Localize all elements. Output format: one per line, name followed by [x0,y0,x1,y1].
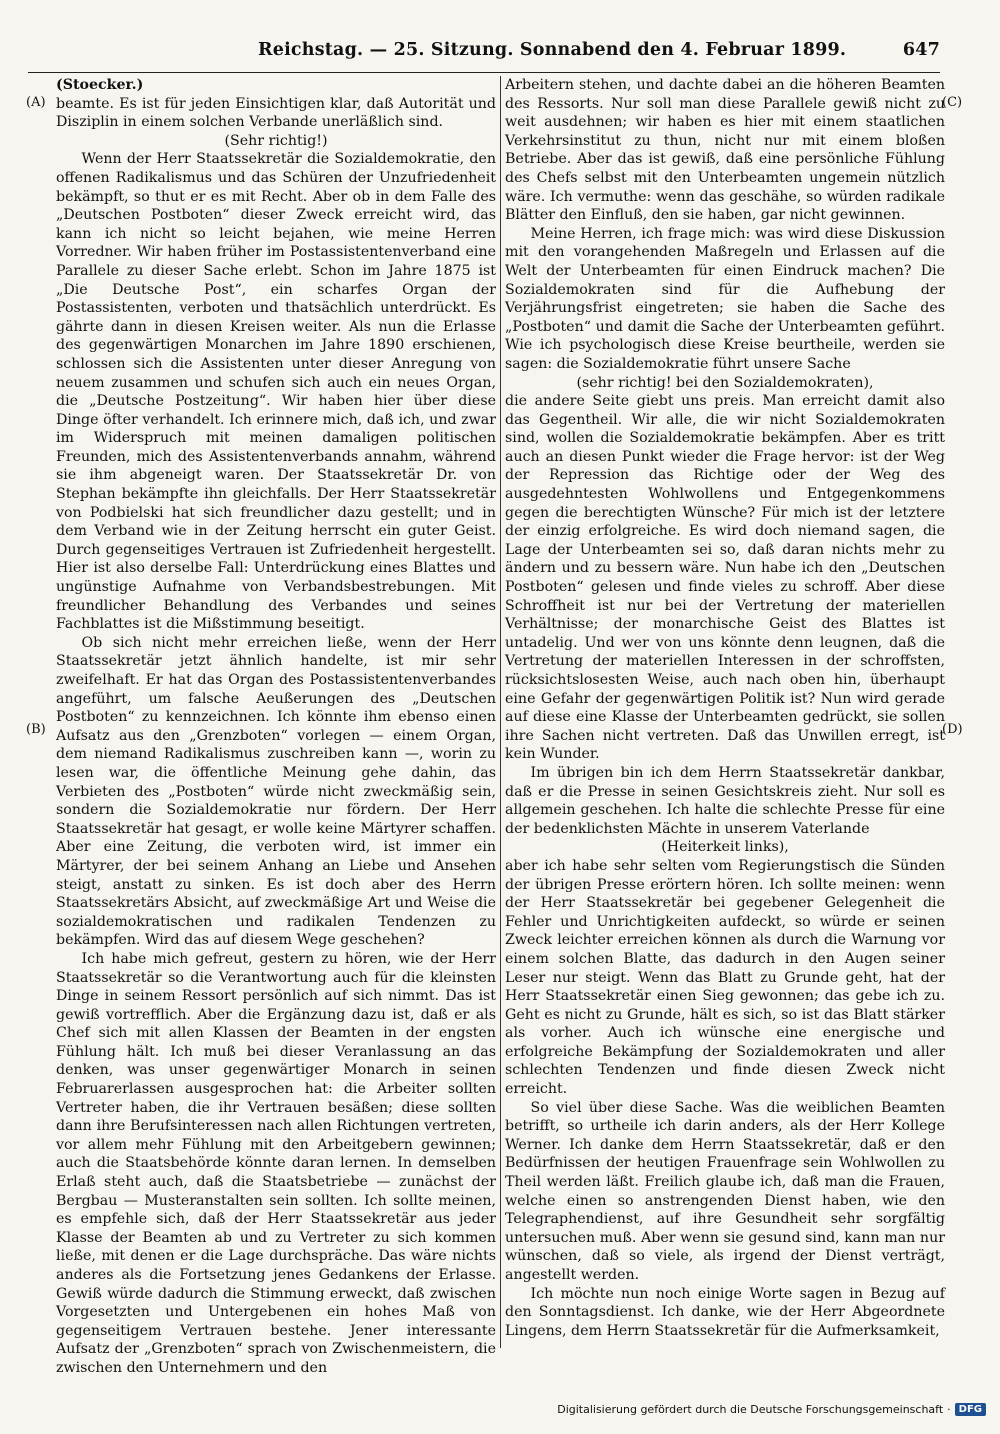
margin-marker-d: (D) [942,722,963,737]
interjection: (Heiterkeit links), [661,839,789,856]
paragraph: aber ich habe sehr selten vom Regierungstisch die Sünden der übrigen Presse erörtern hören. Ich sollte meinen: wenn der Herr Staatssekretär bei gegebener Gelegenheit die Fehler und Unrichtigkeiten aufdeckt, so würde er seinen Zweck leichter erreichen können als durch die Warnung vor einem solchen Blatte, das dadurch in den Augen seiner Leser nur steigt. Wenn das Blatt zu Grunde geht, hat der Herr Staatssekretär einen Sieg gewonnen; das gebe ich zu. Geht es nicht zu Grunde, hält es sich, so ist das Blatt stärker als vorher. Auch ich wünsche eine energische und erfolgreiche Bekämpfung der Sozialdemokraten und aller schlechten Tendenzen und finde diesen Zweck nicht erreicht. [505,857,945,1098]
paragraph: So viel über diese Sache. Was die weiblichen Beamten betrifft, so urtheile ich darin anders, als der Herr Kollege Werner. Ich danke dem Herrn Staatssekretär, daß er den Bedürfnissen der heutigen Frauenfrage sein Wohlwollen zu Theil werden läßt. Freilich glaube ich, daß man die Frauen, welche einen so anstrengenden Dienst haben, wie den Telegraphendienst, auf ihre Gesundheit sehr sorgfältig untersuchen muß. Aber wenn sie gesund sind, kann man nur wünschen, daß so viele, als irgend der Dienst verträgt, angestellt werden. [505,1099,945,1283]
digitization-credit: Digitalisierung gefördert durch die Deutsche Forschungsgemeinschaft · DFG [557,1403,986,1416]
paragraph: Im übrigen bin ich dem Herrn Staatssekretär dankbar, daß er die Presse in seinen Gesichtskreis zieht. Nur soll es allgemein geschehen. Ich halte die schlechte Presse für eine der bedenklichsten Mächte in unserem Vaterlande [505,764,945,837]
credit-text: Digitalisierung gefördert durch die Deutsche Forschungsgemeinschaft [557,1403,944,1416]
paragraph: die andere Seite giebt uns preis. Man erreicht damit also das Gegentheil. Wir alle, die wir nicht Sozialdemokraten sind, wollen die Sozialdemokratie bekämpfen. Aber es tritt auch an diesen Punkt wieder die Frage hervor: ist der Weg der Repression das Richtige oder der Weg des ausgedehntesten Wohlwollens und Entgegenkommens gegen die berechtigten Wünsche? Für mich ist der letztere der einzig erfolgreiche. Es wird doch niemand sagen, die Lage der Unterbeamten sei so, daß daran nichts mehr zu ändern und zu bessern wäre. Nun habe ich den „Deutschen Postboten“ gelesen und finde vieles zu schroff. Aber diese Schroffheit ist nur bei der Vertretung der materiellen Verhältnisse; der monarchische Geist des Blattes ist untadelig. Und wer von uns könnte denn leugnen, daß die Vertretung der materiellen Interessen in der schroffsten, rücksichtslosesten Weise, auch nach oben hin, überhaupt eine Gefahr der gegenwärtigen Politik ist? Nun wird gerade auf diese eine Klasse der Unterbeamten gedrückt, sie sollen ihre Sachen nicht vertreten. Daß das Unwillen erregt, ist kein Wunder. [505,393,945,763]
margin-marker-b: (B) [26,722,46,737]
paragraph: Ich habe mich gefreut, gestern zu hören, wie der Herr Staatssekretär so die Verantwortung auch für die kleinsten Dinge in seinem Ressort persönlich auf sich nimmt. Das ist gewiß vortrefflich. Aber die Ergänzung dazu ist, daß er als Chef sich mit allen Klassen der Beamten in der engsten Fühlung hält. Ich muß bei dieser Veranlassung an das denken, was unser gegenwärtiger Monarch in seinen Februarerlassen ausgesprochen hat: die Arbeiter sollten Vertreter haben, die ihr Vertrauen besäßen; diese sollten dann ihre Berufsinteressen nach allen Richtungen vertreten, vor allem mehr Fühlung mit den Arbeitgebern gewinnen; auch die Staatsbehörde könnte daran lernen. In demselben Erlaß steht auch, daß die Staatsbetriebe — zunächst der Bergbau — Musteranstalten sein sollten. Ich sollte meinen, es empfehle sich, daß der Herr Staatssekretär aus jeder Klasse der Beamten ab und zu Vertreter zu sich kommen ließe, mit denen er die Lage durchspräche. Das wäre nichts anderes als die Fortsetzung jenes Gedankens der Erlasse. Gewiß würde dadurch die Stimmung erweckt, daß zwischen Vorgesetzten und Untergebenen ein hohes Maß von gegenseitigem Vertrauen bestehe. Jener interessante Aufsatz der „Grenzboten“ sprach von Zwischenmeistern, die zwischen den Unternehmern und den [56,950,496,1376]
paragraph: Ob sich nicht mehr erreichen ließe, wenn der Herr Staatssekretär jetzt ähnlich handelte, ist mir sehr zweifelhaft. Er hat das Organ des Postassistentenverbandes angeführt, um falsche Aeußerungen des „Deutschen Postboten“ zu kennzeichnen. Ich könnte ihm ebenso einen Aufsatz aus den „Grenzboten“ vorlegen — einem Organ, dem niemand Radikalismus zuschreiben kann —, worin zu lesen war, die öffentliche Meinung gehe dahin, das Verbieten des „Postboten“ würde nicht zweckmäßig sein, sondern die Sozialdemokratie nur fördern. Der Herr Staatssekretär hat gesagt, er wolle keine Märtyrer schaffen. Aber eine Zeitung, die verboten wird, ist immer ein Märtyrer, der bei seinem Anhang an Liebe und Ansehen steigt, anstatt zu sinken. Es ist doch aber des Herrn Staatssekretärs Absicht, auf zweckmäßige Art und Weise die sozialdemokratischen und radikalen Tendenzen zu bekämpfen. Wird das auf diesem Wege geschehen? [56,634,496,949]
margin-marker-a: (A) [26,95,46,110]
paragraph: Arbeitern stehen, und dachte dabei an die höheren Beamten des Ressorts. Nur soll man diese Parallele gewiß nicht zu weit ausdehnen; wir haben es hier mit einem staatlichen Verkehrsinstitut zu thun, nicht nur mit einem bloßen Betriebe. Aber das ist gewiß, daß eine persönliche Fühlung des Chefs selbst mit den Unterbeamten ungemein nützlich wäre. Ich vermuthe: wenn das geschähe, so würden radikale Blätter den Einfluß, den sie haben, gar nicht gewinnen. [505,77,945,224]
speaker-label: (Stoecker.) [56,77,144,93]
paragraph: Meine Herren, ich frage mich: was wird diese Diskussion mit den vorangehenden Maßregeln und Erlassen auf die Welt der Unterbeamten für einen Eindruck machen? Die Sozialdemokraten sind für die Aufhebung der Verjährungsfrist eingetreten; sie haben die Sache des „Postboten“ und damit die Sache der Unterbeamten geführt. Wie ich psychologisch diese Kreise beurtheile, werden sie sagen: die Sozialdemokratie führt unsere Sache [505,225,945,372]
page-number: 647 [902,40,940,60]
dfg-logo-icon: DFG [955,1403,986,1416]
interjection: (sehr richtig! bei den Sozialdemokraten), [576,374,874,391]
page-header [28,40,940,66]
right-column [505,76,945,1340]
interjection: (Sehr richtig!) [224,132,328,149]
left-column [56,76,496,1378]
paragraph: beamte. Es ist für jeden Einsichtigen klar, daß Autorität und Disziplin in einem solchen Verbande unerläßlich sind. [56,95,496,131]
column-divider [500,76,501,1348]
margin-marker-c: (C) [942,95,963,110]
running-title: Reichstag. — 25. Sitzung. Sonnabend den 4. Februar 1899. [258,40,847,60]
paragraph: Ich möchte nun noch einige Worte sagen in Bezug auf den Sonntagsdienst. Ich danke, wie der Herr Abgeordnete Lingens, dem Herrn Staatssekretär für die Aufmerksamkeit, [505,1285,945,1339]
header-rule [28,72,940,73]
paragraph: Wenn der Herr Staatssekretär die Sozialdemokratie, den offenen Radikalismus und das Schüren der Unzufriedenheit bekämpft, so thut er es mit Recht. Aber ob in dem Falle des „Deutschen Postboten“ dieser Zweck erreicht wird, das kann ich nicht so leicht bejahen, wie meine Herren Vorredner. Wir haben früher im Postassistentenverband eine Parallele zu dieser Sache erlebt. Schon im Jahre 1875 ist „Die Deutsche Post“, ein scharfes Organ der Postassistenten, verboten und thatsächlich unterdrückt. Es gährte dann in diesen Kreisen weiter. Als nun die Erlasse des gegenwärtigen Monarchen im Jahre 1890 erschienen, schlossen sich die Assistenten unter dieser Anregung von neuem zusammen und schufen sich auch ein neues Organ, die „Deutsche Postzeitung“. Wir haben hier über diese Dinge öfter verhandelt. Ich erinnere mich, daß ich, und zwar im Widerspruch mit meinen damaligen politischen Freunden, mich des Assistentenverbands annahm, während sie ihm abgeneigt waren. Der Staatssekretär Dr. von Stephan bekämpfte ihn gleichfalls. Der Herr Staatssekretär von Podbielski hat sich freundlicher dazu gestellt; und in dem Verband wie in der Zeitung herrscht ein guter Geist. Durch gegenseitiges Vertrauen ist Zufriedenheit hergestellt. Hier ist also derselbe Fall: Unterdrückung eines Blattes und ungünstige Aufnahme von Verbandsbestrebungen. Mit freundlicher Behandlung des Verbandes und seines Fachblattes ist die Mißstimmung beseitigt. [56,151,496,633]
